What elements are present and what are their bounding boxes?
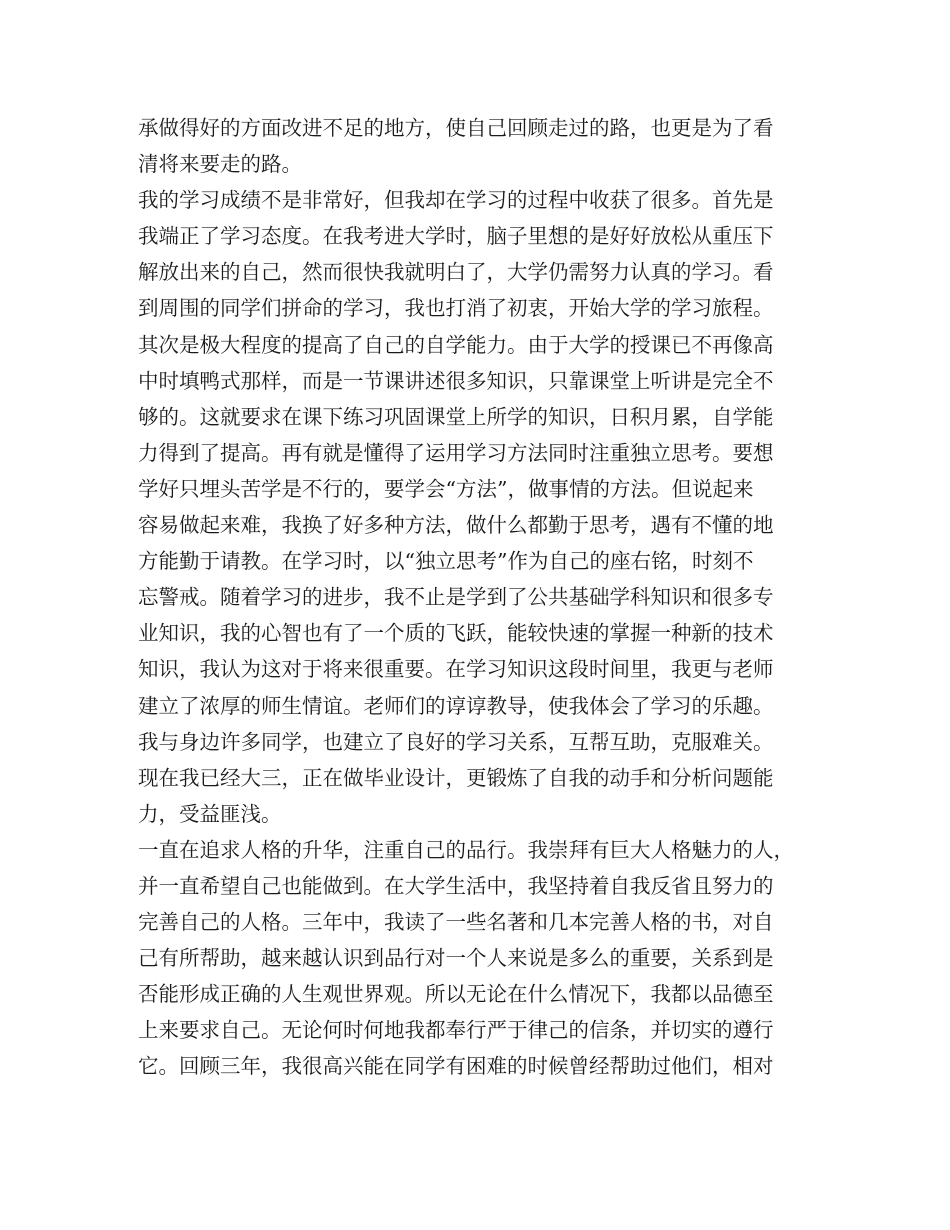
text-line: 忘警戒。随着学习的进步，我不止是学到了公共基础学科知识和很多专 — [138, 585, 774, 610]
text-line: 清将来要走的路。 — [138, 152, 302, 177]
body-text — [138, 110, 818, 1085]
text-line: 容易做起来难，我换了好多种方法，做什么都勤于思考，遇有不懂的地 — [138, 513, 774, 538]
text-line: 力得到了提高。再有就是懂得了运用学习方法同时注重独立思考。要想 — [138, 440, 774, 465]
text-line: 到周围的同学们拼命的学习，我也打消了初衷，开始大学的学习旅程。 — [138, 296, 774, 321]
text-line: 它。回顾三年，我很高兴能在同学有困难的时候曾经帮助过他们，相对 — [138, 1054, 774, 1079]
text-line: 现在我已经大三，正在做毕业设计，更锻炼了自我的动手和分析问题能 — [138, 765, 774, 790]
text-line: 知识，我认为这对于将来很重要。在学习知识这段时间里，我更与老师 — [138, 657, 774, 682]
text-line: 我的学习成绩不是非常好，但我却在学习的过程中收获了很多。首先是 — [138, 188, 774, 213]
text-line: 力，受益匪浅。 — [138, 801, 282, 826]
text-line: 上来要求自己。无论何时何地我都奉行严于律己的信条，并切实的遵行 — [138, 1018, 774, 1043]
text-line: 否能形成正确的人生观世界观。所以无论在什么情况下，我都以品德至 — [138, 982, 774, 1007]
text-line: 业知识，我的心智也有了一个质的飞跃，能较快速的掌握一种新的技术 — [138, 621, 774, 646]
text-line: 方能勤于请教。在学习时，以“独立思考”作为自己的座右铭，时刻不 — [138, 549, 754, 574]
text-line: 一直在追求人格的升华，注重自己的品行。我崇拜有巨大人格魅力的人， — [138, 837, 794, 862]
text-line: 学好只埋头苦学是不行的，要学会“方法”，做事情的方法。但说起来 — [138, 476, 754, 501]
text-line: 承做得好的方面改进不足的地方，使自己回顾走过的路，也更是为了看 — [138, 116, 774, 140]
text-line: 够的。这就要求在课下练习巩固课堂上所学的知识，日积月累，自学能 — [138, 404, 774, 429]
text-line: 建立了浓厚的师生情谊。老师们的谆谆教导，使我体会了学习的乐趣。 — [138, 693, 774, 718]
text-line: 己有所帮助，越来越认识到品行对一个人来说是多么的重要，关系到是 — [138, 946, 774, 971]
text-line: 我端正了学习态度。在我考进大学时，脑子里想的是好好放松从重压下 — [138, 224, 774, 249]
text-line: 解放出来的自己，然而很快我就明白了，大学仍需努力认真的学习。看 — [138, 260, 774, 285]
text-line: 我与身边许多同学，也建立了良好的学习关系，互帮互助，克服难关。 — [138, 729, 774, 754]
text-line: 完善自己的人格。三年中，我读了一些名著和几本完善人格的书，对自 — [138, 910, 774, 935]
text-line: 并一直希望自己也能做到。在大学生活中，我坚持着自我反省且努力的 — [138, 873, 774, 898]
text-line: 中时填鸭式那样，而是一节课讲述很多知识，只靠课堂上听讲是完全不 — [138, 368, 774, 393]
text-line: 其次是极大程度的提高了自己的自学能力。由于大学的授课已不再像高 — [138, 332, 774, 357]
